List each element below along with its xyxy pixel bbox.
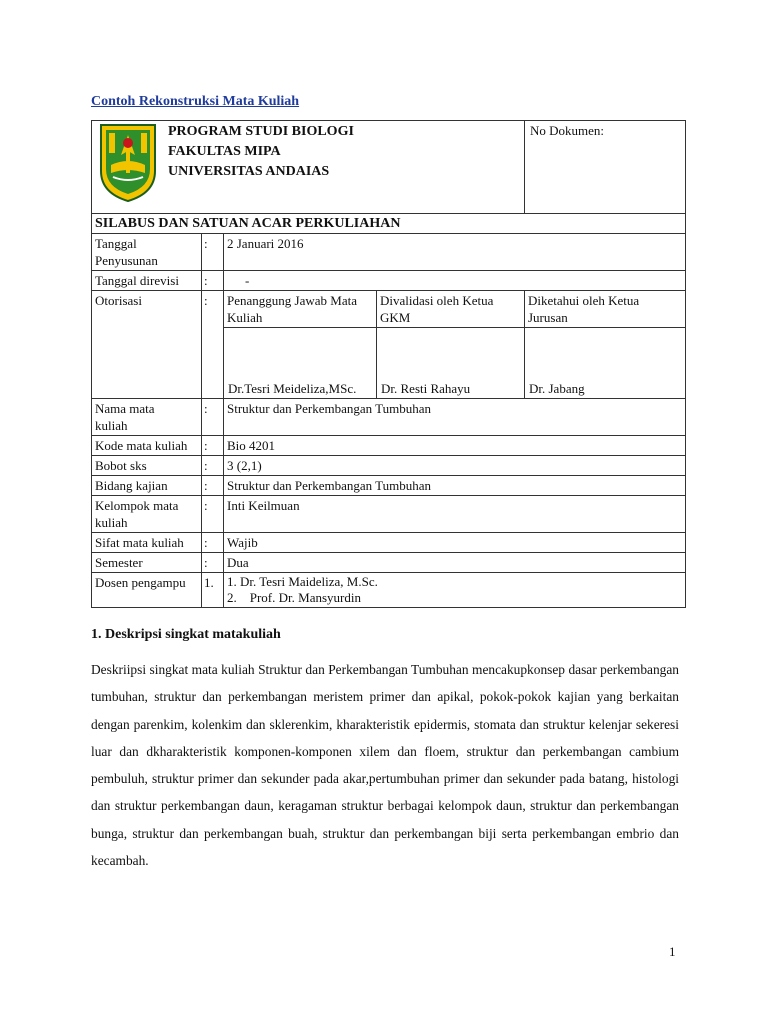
value-tanggal-penyusunan: 2 Januari 2016 <box>224 234 686 271</box>
university-name: UNIVERSITAS ANDAIAS <box>168 164 330 179</box>
value-bidang: Struktur dan Perkembangan Tumbuhan <box>224 476 686 496</box>
separator: : <box>202 436 224 456</box>
faculty-name: FAKULTAS MIPA <box>168 144 281 159</box>
value-dosen <box>224 573 686 608</box>
otorisasi-col3-sign <box>525 328 686 399</box>
university-logo <box>95 121 161 203</box>
otorisasi-col1-sign <box>224 328 377 399</box>
label-dosen: Dosen pengampu <box>92 573 202 608</box>
separator: : <box>202 291 224 399</box>
label-otorisasi: Otorisasi <box>92 291 202 399</box>
otorisasi-col1-title: Penanggung Jawab Mata Kuliah <box>224 291 377 328</box>
value-semester: Dua <box>224 553 686 573</box>
value-tanggal-direvisi: - <box>224 271 686 291</box>
separator: : <box>202 553 224 573</box>
label-nama-mk: Nama mata kuliah <box>92 399 202 436</box>
separator: : <box>202 399 224 436</box>
label-tanggal-direvisi: Tanggal direvisi <box>92 271 202 291</box>
header-cell <box>92 121 525 214</box>
document-title-link[interactable]: Contoh Rekonstruksi Mata Kuliah <box>91 94 300 109</box>
separator: : <box>202 496 224 533</box>
section-title-deskripsi: 1. Deskripsi singkat matakuliah <box>91 627 281 642</box>
value-bobot: 3 (2,1) <box>224 456 686 476</box>
syllabus-table <box>91 120 686 608</box>
value-nama-mk: Struktur dan Perkembangan Tumbuhan <box>224 399 686 436</box>
document-number-label: No Dokumen: <box>530 123 605 138</box>
otorisasi-col3-title: Diketahui oleh Ketua Jurusan <box>525 291 686 328</box>
separator: : <box>202 476 224 496</box>
separator: : <box>202 271 224 291</box>
signer-name-2: Dr. Resti Rahayu <box>381 381 471 396</box>
silabus-title: SILABUS DAN SATUAN ACAR PERKULIAHAN <box>92 214 686 234</box>
prodi-name: PROGRAM STUDI BIOLOGI <box>168 124 354 139</box>
signer-name-3: Dr. Jabang <box>529 381 585 396</box>
separator: : <box>202 533 224 553</box>
dosen-1: 1. Dr. Tesri Maideliza, M.Sc. <box>227 574 378 589</box>
label-sifat: Sifat mata kuliah <box>92 533 202 553</box>
page-number: 1 <box>669 944 676 959</box>
document-number-cell <box>525 121 686 214</box>
otorisasi-col2-title: Divalidasi oleh Ketua GKM <box>377 291 525 328</box>
value-kelompok: Inti Keilmuan <box>224 496 686 533</box>
label-bobot: Bobot sks <box>92 456 202 476</box>
label-semester: Semester <box>92 553 202 573</box>
value-kode-mk: Bio 4201 <box>224 436 686 456</box>
dosen-2: 2. Prof. Dr. Mansyurdin <box>227 590 361 605</box>
label-bidang: Bidang kajian <box>92 476 202 496</box>
value-sifat: Wajib <box>224 533 686 553</box>
label-kode-mk: Kode mata kuliah <box>92 436 202 456</box>
separator: : <box>202 456 224 476</box>
dosen-separator: 1. <box>202 573 224 608</box>
otorisasi-col2-sign <box>377 328 525 399</box>
label-kelompok: Kelompok mata kuliah <box>92 496 202 533</box>
label-tanggal-penyusunan: Tanggal Penyusunan <box>92 234 202 271</box>
separator: : <box>202 234 224 271</box>
signer-name-1: Dr.Tesri Meideliza,MSc. <box>228 381 357 396</box>
section-body-deskripsi: Deskriipsi singkat mata kuliah Struktur dan Perkembangan Tumbuhan mencakupkonsep dasar perkembangan tumbuhan, struktur dan perkembangan meristem primer dan apikal, pokok-pokok kajian yang berkaitan dengan parenkim, kolenkim dan sklerenkim, kharakteristik epidermis, stomata dan struktur kelenjar sekeresi luar dan dkharakteristik komponen-komponen xilem dan floem, struktur dan perkembangan cambium pembuluh, struktur primer dan sekunder pada akar,pertumbuhan primer dan sekunder pada batang, histologi dan struktur perkembangan daun, keragaman struktur berbagai kelompok daun, struktur dan perkembangan bunga, struktur dan perkembangan buah, struktur dan perkembangan biji serta perkembangan embrio dan kecambah. <box>91 662 679 869</box>
